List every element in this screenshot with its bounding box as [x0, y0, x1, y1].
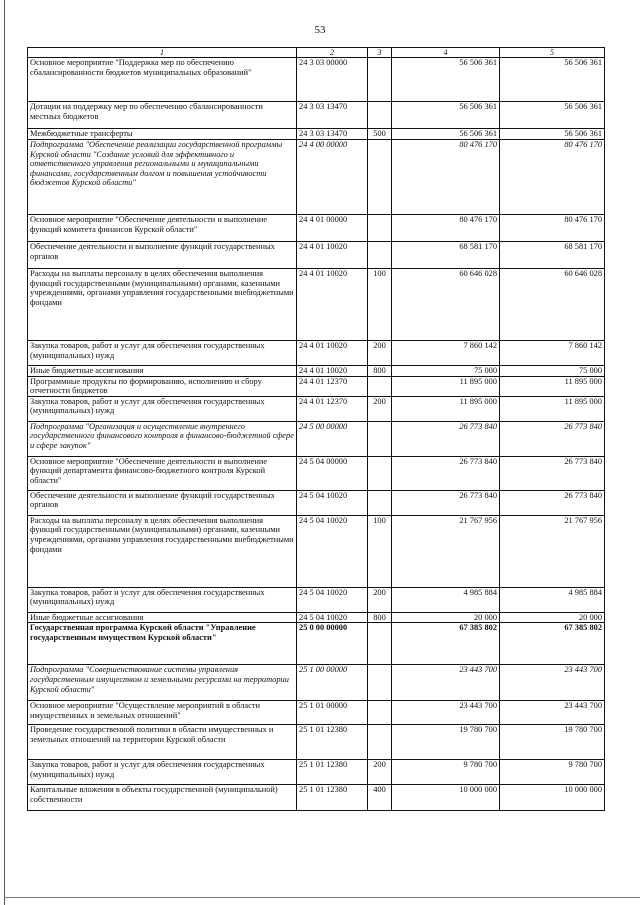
- row-amount-col4-cell: 26 773 840: [392, 456, 500, 490]
- row-code-cell: 24 5 04 10020: [297, 587, 368, 612]
- row-amount-col4-cell: 56 506 361: [392, 102, 500, 129]
- row-expense-type-cell: [368, 102, 392, 129]
- table-row: [28, 623, 605, 665]
- row-name-cell: Проведение государственной политики в области имущественных и земельных отношений на территории Курской области: [28, 725, 297, 760]
- row-name-cell: Основное мероприятие "Поддержка мер по обеспечению сбалансированности бюджетов муниципальных образований": [28, 58, 297, 102]
- row-amount-col4-cell: 21 767 956: [392, 515, 500, 587]
- row-amount-col4-cell: 11 895 000: [392, 396, 500, 421]
- column-number-3: 3: [368, 48, 392, 58]
- row-amount-col5-cell: 80 476 170: [500, 214, 605, 241]
- row-expense-type-cell: [368, 725, 392, 760]
- row-amount-col4-cell: 23 443 700: [392, 701, 500, 725]
- row-amount-col4-cell: 75 000: [392, 365, 500, 376]
- row-expense-type-cell: [368, 623, 392, 665]
- row-amount-col4-cell: 26 773 840: [392, 490, 500, 515]
- row-code-cell: 24 5 04 10020: [297, 612, 368, 623]
- row-amount-col4-cell: 60 646 028: [392, 268, 500, 340]
- row-name-cell: Подпрограмма "Организация и осуществление внутреннего государственного финансового контроля в финансово-бюджетной сфере и сфере закупок": [28, 421, 297, 456]
- row-expense-type-cell: 200: [368, 587, 392, 612]
- row-expense-type-cell: 200: [368, 340, 392, 365]
- row-amount-col5-cell: 9 780 700: [500, 760, 605, 785]
- row-expense-type-cell: [368, 421, 392, 456]
- column-number-row: [28, 48, 605, 58]
- row-amount-col5-cell: 21 767 956: [500, 515, 605, 587]
- row-amount-col4-cell: 20 000: [392, 612, 500, 623]
- table-row: [28, 365, 605, 376]
- row-amount-col4-cell: 10 000 000: [392, 785, 500, 811]
- page-number: 53: [314, 24, 326, 36]
- row-name-cell: Основное мероприятие "Обеспечение деятельности и выполнение функций комитета финансов Курской области": [28, 214, 297, 241]
- row-name-cell: Подпрограмма "Обеспечение реализации государственной программы Курской области "Создание условий для эффективного и ответственного управления региональными и муниципальными финансами, государственным долгом и повышения устойчивости бюджетов Курской области": [28, 139, 297, 214]
- row-amount-col5-cell: 19 780 700: [500, 725, 605, 760]
- row-amount-col5-cell: 11 895 000: [500, 396, 605, 421]
- row-expense-type-cell: 500: [368, 129, 392, 140]
- row-name-cell: Расходы на выплаты персоналу в целях обеспечения выполнения функций государственными (муниципальными) органами, казенными учреждениями, органами управления государственными внебюджетными фондами: [28, 515, 297, 587]
- row-amount-col4-cell: 19 780 700: [392, 725, 500, 760]
- budget-table: [27, 47, 605, 811]
- row-amount-col5-cell: 23 443 700: [500, 701, 605, 725]
- row-name-cell: Капитальные вложения в объекты государственной (муниципальной) собственности: [28, 785, 297, 811]
- row-amount-col4-cell: 68 581 170: [392, 241, 500, 268]
- table-row: [28, 665, 605, 701]
- row-expense-type-cell: 800: [368, 365, 392, 376]
- table-row: [28, 515, 605, 587]
- row-name-cell: Обеспечение деятельности и выполнение функций государственных органов: [28, 490, 297, 515]
- table-row: [28, 701, 605, 725]
- scan-bottom-edge: [4, 897, 640, 898]
- row-amount-col4-cell: 56 506 361: [392, 58, 500, 102]
- row-expense-type-cell: [368, 139, 392, 214]
- row-amount-col5-cell: 26 773 840: [500, 421, 605, 456]
- column-number-4: 4: [392, 48, 500, 58]
- row-code-cell: 24 4 00 00000: [297, 139, 368, 214]
- column-number-2: 2: [297, 48, 368, 58]
- row-amount-col5-cell: 4 985 884: [500, 587, 605, 612]
- row-expense-type-cell: [368, 456, 392, 490]
- table-row: [28, 725, 605, 760]
- column-number-5: 5: [500, 48, 605, 58]
- row-expense-type-cell: [368, 214, 392, 241]
- row-amount-col5-cell: 75 000: [500, 365, 605, 376]
- row-amount-col4-cell: 80 476 170: [392, 214, 500, 241]
- row-code-cell: 25 1 01 12380: [297, 785, 368, 811]
- table-row: [28, 490, 605, 515]
- row-code-cell: 25 1 01 00000: [297, 701, 368, 725]
- row-amount-col5-cell: 67 385 802: [500, 623, 605, 665]
- row-code-cell: 24 5 04 00000: [297, 456, 368, 490]
- row-expense-type-cell: 400: [368, 785, 392, 811]
- row-amount-col4-cell: 80 476 170: [392, 139, 500, 214]
- table-row: [28, 396, 605, 421]
- table-row: [28, 58, 605, 102]
- row-amount-col5-cell: 23 443 700: [500, 665, 605, 701]
- row-code-cell: 24 5 04 10020: [297, 490, 368, 515]
- row-expense-type-cell: 800: [368, 612, 392, 623]
- row-code-cell: 24 4 01 10020: [297, 340, 368, 365]
- row-code-cell: 24 3 03 00000: [297, 58, 368, 102]
- table-row: [28, 241, 605, 268]
- row-amount-col4-cell: 11 895 000: [392, 376, 500, 396]
- table-row: [28, 785, 605, 811]
- row-code-cell: 25 1 00 00000: [297, 665, 368, 701]
- row-amount-col4-cell: 7 860 142: [392, 340, 500, 365]
- row-code-cell: 24 5 04 10020: [297, 515, 368, 587]
- row-amount-col5-cell: 68 581 170: [500, 241, 605, 268]
- row-amount-col4-cell: 67 385 802: [392, 623, 500, 665]
- row-name-cell: Закупка товаров, работ и услуг для обеспечения государственных (муниципальных) нужд: [28, 340, 297, 365]
- row-expense-type-cell: [368, 241, 392, 268]
- table-row: [28, 139, 605, 214]
- row-code-cell: 25 0 00 00000: [297, 623, 368, 665]
- row-code-cell: 24 3 03 13470: [297, 102, 368, 129]
- row-expense-type-cell: 100: [368, 268, 392, 340]
- row-expense-type-cell: [368, 665, 392, 701]
- row-code-cell: 24 4 01 10020: [297, 365, 368, 376]
- table-row: [28, 129, 605, 140]
- row-amount-col4-cell: 23 443 700: [392, 665, 500, 701]
- table-row: [28, 268, 605, 340]
- row-amount-col4-cell: 26 773 840: [392, 421, 500, 456]
- table-row: [28, 421, 605, 456]
- row-name-cell: Межбюджетные трансферты: [28, 129, 297, 140]
- table-row: [28, 214, 605, 241]
- table-row: [28, 587, 605, 612]
- row-code-cell: 24 4 01 10020: [297, 268, 368, 340]
- row-amount-col5-cell: 26 773 840: [500, 490, 605, 515]
- row-name-cell: Закупка товаров, работ и услуг для обеспечения государственных (муниципальных) нужд: [28, 587, 297, 612]
- row-expense-type-cell: [368, 58, 392, 102]
- row-code-cell: 24 4 01 12370: [297, 376, 368, 396]
- row-name-cell: Иные бюджетные ассигнования: [28, 365, 297, 376]
- row-name-cell: Иные бюджетные ассигнования: [28, 612, 297, 623]
- row-name-cell: Обеспечение деятельности и выполнение функций государственных органов: [28, 241, 297, 268]
- table-row: [28, 376, 605, 396]
- row-code-cell: 24 3 03 13470: [297, 129, 368, 140]
- row-amount-col5-cell: 56 506 361: [500, 58, 605, 102]
- table-row: [28, 760, 605, 785]
- row-expense-type-cell: 100: [368, 515, 392, 587]
- row-amount-col5-cell: 26 773 840: [500, 456, 605, 490]
- table-row: [28, 456, 605, 490]
- row-code-cell: 25 1 01 12380: [297, 760, 368, 785]
- row-name-cell: Дотации на поддержку мер по обеспечению сбалансированности местных бюджетов: [28, 102, 297, 129]
- row-code-cell: 24 4 01 00000: [297, 214, 368, 241]
- row-name-cell: Закупка товаров, работ и услуг для обеспечения государственных (муниципальных) нужд: [28, 760, 297, 785]
- row-amount-col5-cell: 7 860 142: [500, 340, 605, 365]
- row-code-cell: 24 4 01 12370: [297, 396, 368, 421]
- row-name-cell: Государственная программа Курской области "Управление государственным имуществом Курской области": [28, 623, 297, 665]
- table-row: [28, 340, 605, 365]
- row-name-cell: Программные продукты по формированию, исполнению и сбору отчетности бюджетов: [28, 376, 297, 396]
- column-number-1: 1: [28, 48, 297, 58]
- table-row: [28, 612, 605, 623]
- row-amount-col5-cell: 80 476 170: [500, 139, 605, 214]
- row-code-cell: 24 5 00 00000: [297, 421, 368, 456]
- scan-left-edge: [4, 0, 5, 905]
- row-code-cell: 25 1 01 12380: [297, 725, 368, 760]
- row-expense-type-cell: [368, 701, 392, 725]
- row-name-cell: Расходы на выплаты персоналу в целях обеспечения выполнения функций государственными (муниципальными) органами, казенными учреждениями, органами управления государственными внебюджетными фондами: [28, 268, 297, 340]
- row-amount-col5-cell: 56 506 361: [500, 129, 605, 140]
- row-amount-col5-cell: 20 000: [500, 612, 605, 623]
- row-expense-type-cell: [368, 376, 392, 396]
- row-expense-type-cell: 200: [368, 396, 392, 421]
- row-name-cell: Основное мероприятие "Осуществление мероприятий в области имущественных и земельных отношений": [28, 701, 297, 725]
- row-amount-col4-cell: 56 506 361: [392, 129, 500, 140]
- row-name-cell: Основное мероприятие "Обеспечение деятельности и выполнение функций департамента финансово-бюджетного контроля Курской области": [28, 456, 297, 490]
- table-row: [28, 102, 605, 129]
- row-code-cell: 24 4 01 10020: [297, 241, 368, 268]
- row-expense-type-cell: 200: [368, 760, 392, 785]
- row-amount-col5-cell: 60 646 028: [500, 268, 605, 340]
- row-name-cell: Закупка товаров, работ и услуг для обеспечения государственных (муниципальных) нужд: [28, 396, 297, 421]
- row-amount-col4-cell: 9 780 700: [392, 760, 500, 785]
- budget-table-body: [28, 48, 605, 811]
- row-amount-col5-cell: 11 895 000: [500, 376, 605, 396]
- row-amount-col5-cell: 56 506 361: [500, 102, 605, 129]
- row-amount-col5-cell: 10 000 000: [500, 785, 605, 811]
- row-name-cell: Подпрограмма "Совершенствование системы управления государственным имуществом и земельными ресурсами на территории Курской области": [28, 665, 297, 701]
- row-expense-type-cell: [368, 490, 392, 515]
- row-amount-col4-cell: 4 985 884: [392, 587, 500, 612]
